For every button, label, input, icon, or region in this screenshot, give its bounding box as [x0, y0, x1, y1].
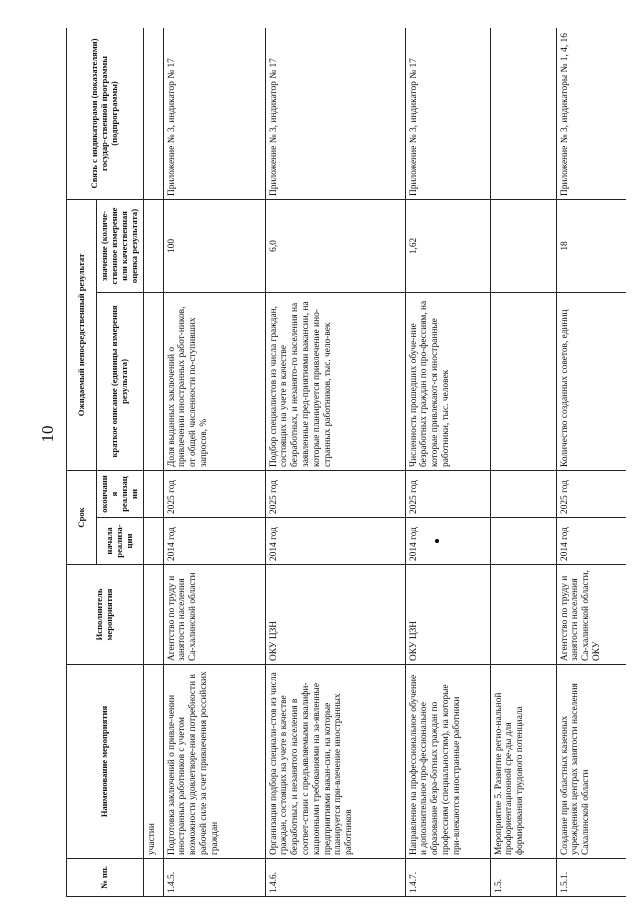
table-row [556, 28, 626, 897]
cell-executor [143, 565, 163, 665]
cell-name: Мероприятие 5. Развитие регио-нальной профориентационной сре-ды для формирования трудового потенциала [490, 665, 556, 859]
cell-end [143, 470, 163, 517]
cell-desc [143, 292, 163, 470]
table-row [143, 28, 163, 897]
cell-end [490, 470, 556, 517]
cell-num: 1.5.1. [556, 859, 626, 897]
header-result-desc: краткое описание (единицы измерения результата) [97, 292, 144, 470]
program-activities-table [66, 28, 626, 897]
header-term-end: окончания реализации [97, 470, 144, 517]
cell-executor: ОКУ ЦЗН [405, 565, 490, 665]
scan-dot [435, 539, 439, 543]
cell-start: 2014 год [265, 518, 405, 565]
cell-value: 100 [163, 199, 265, 292]
cell-name: Направление на профессиональное обучение и дополнительное про-фессиональное образование безра-ботных граждан по профессиям (специальностям), на которые при-влекаются иностранные работники [405, 665, 490, 859]
cell-name: Создание при областных казенных учреждениях центрах занятости населения Сахалинской области [556, 665, 626, 859]
cell-executor: Агентство по труду и занятости населения Са-халинской области [163, 565, 265, 665]
cell-name: Подготовка заключений о привле-чении иностранных работников с учетом возможности удовлетворе-ния потребности в рабочей силе за счет привлечения российских граждан [163, 665, 265, 859]
cell-value [490, 199, 556, 292]
table-wrapper [66, 28, 626, 897]
cell-start: 2014 год [163, 518, 265, 565]
cell-num: 1.5. [490, 859, 556, 897]
cell-desc [490, 292, 556, 470]
header-num: № пп. [67, 859, 144, 897]
cell-desc: Численность прошедших обуче-ние безработных граждан по про-фессиям, на которые привлекают-ся иностранные работники, тыс. человек [405, 292, 490, 470]
cell-num: 1.4.6. [265, 859, 405, 897]
header-name: Наименование мероприятия [67, 665, 144, 859]
header-row-1 [67, 28, 97, 897]
cell-start-wrap [405, 518, 490, 565]
header-result-value: значение (количе-ственное измерение или качественная оценка результата) [97, 199, 144, 292]
table-row [163, 28, 265, 897]
page-number: 10 [38, 425, 57, 443]
cell-start: 2014 год [408, 527, 419, 561]
cell-start: 2014 год [556, 518, 626, 565]
cell-executor [490, 565, 556, 665]
cell-num: 1.4.7. [405, 859, 490, 897]
header-link: Связь с индикаторами (показателями) государ-ственной программы (подпрограммы) [67, 28, 144, 199]
cell-end: 2025 год [265, 470, 405, 517]
table-row [265, 28, 405, 897]
header-term: Срок [67, 470, 97, 564]
header-executor: Исполнитель мероприятия [67, 565, 144, 665]
cell-desc: Количество созданных советов, единиц [556, 292, 626, 470]
cell-name: участии [143, 665, 163, 859]
cell-executor: Агентство по труду и занятости населения Са-халинской области, ОКУ [556, 565, 626, 665]
header-result: Ожидаемый непосредственный результат [67, 199, 97, 470]
rotated-table-area [66, 28, 626, 897]
cell-link [143, 28, 163, 199]
cell-executor: ОКУ ЦЗН [265, 565, 405, 665]
cell-desc: Подбор специалистов из числа граждан, состоящих на учете в качестве безработных, и незанято-го населения на заявленные пред-приятиями вакансии, на которые планируется привлечение ино-странных работников, тыс. чело-век [265, 292, 405, 470]
cell-start [490, 518, 556, 565]
cell-link: Приложение № 3, индикаторы № 1, 4, 16 [556, 28, 626, 199]
table-row [405, 28, 490, 897]
cell-value: 1,62 [405, 199, 490, 292]
cell-end: 2025 год [556, 470, 626, 517]
cell-link [490, 28, 556, 199]
cell-value: 6,0 [265, 199, 405, 292]
cell-start [143, 518, 163, 565]
cell-value: 18 [556, 199, 626, 292]
cell-desc: Доля выданных заключений о привлечении иностранных работ-ников, от общей численности по-ступивших запросов, % [163, 292, 265, 470]
cell-num [143, 859, 163, 897]
cell-end: 2025 год [163, 470, 265, 517]
cell-name: Организация подбора специали-стов из числа граждан, состоящих на учете в качестве безработных, и незанятого населения в соответ-ствии с предъявляемыми квалифи-кационными требованиями на за-явленные предприятиями вакан-сии, на которые планируется при-влечение иностранных работников [265, 665, 405, 859]
cell-link: Приложение № 3, индикатор № 17 [163, 28, 265, 199]
cell-value [143, 199, 163, 292]
cell-end: 2025 год [405, 470, 490, 517]
table-row [490, 28, 556, 897]
cell-link: Приложение № 3, индикатор № 17 [265, 28, 405, 199]
cell-link: Приложение № 3, индикатор № 17 [405, 28, 490, 199]
header-term-start: начала реализа-ции [97, 518, 144, 565]
cell-num: 1.4.5. [163, 859, 265, 897]
